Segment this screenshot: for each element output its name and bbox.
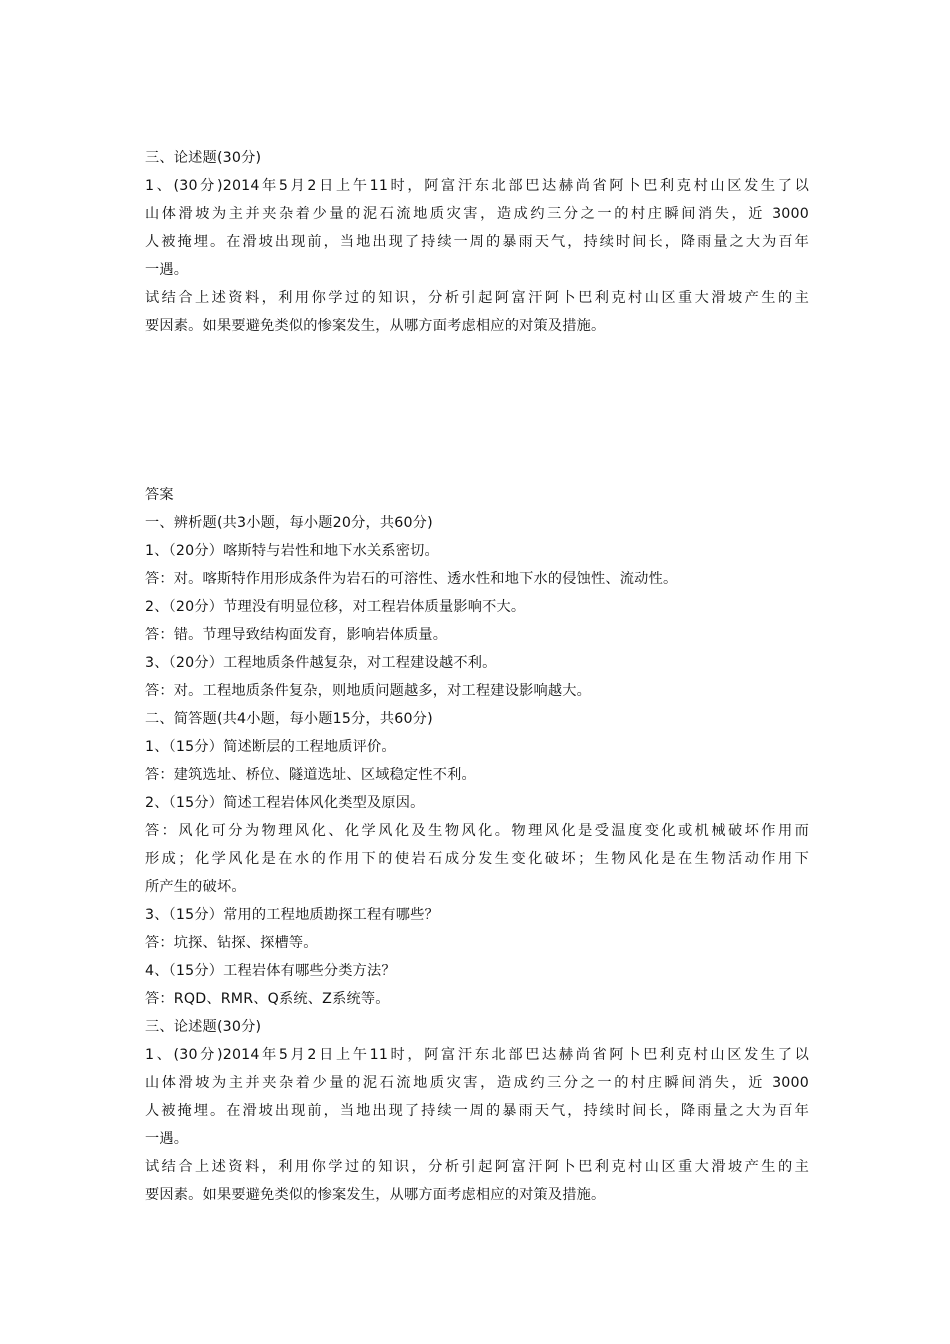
section-heading: 一、辨析题(共3小题，每小题20分，共60分) [145, 515, 433, 531]
section-heading: 三、论述题(30分) [145, 1019, 262, 1035]
answer-item: 答：错。节理导致结构面发育，影响岩体质量。 [145, 627, 448, 643]
question-line: 1、(30分)2014年5月2日上午11时，阿富汗东北部巴达赫尚省阿卜巴利克村山区发生了以 [145, 1047, 809, 1063]
question-item: 1、（15分）简述断层的工程地质评价。 [145, 739, 396, 755]
essay-question-section-top [145, 144, 809, 340]
task-line: 试结合上述资料，利用你学过的知识，分析引起阿富汗阿卜巴利克村山区重大滑坡产生的主 [145, 1159, 809, 1175]
answer-item: 形成；化学风化是在水的作用下的使岩石成分发生变化破坏；生物风化是在生物活动作用下 [145, 851, 809, 867]
task-line: 要因素。如果要避免类似的惨案发生，从哪方面考虑相应的对策及措施。 [145, 1187, 606, 1203]
answer-item: 答：建筑选址、桥位、隧道选址、区域稳定性不利。 [145, 767, 476, 783]
answer-item: 答：对。喀斯特作用形成条件为岩石的可溶性、透水性和地下水的侵蚀性、流动性。 [145, 571, 678, 587]
answer-item: 答：坑探、钻探、探槽等。 [145, 935, 318, 951]
question-item: 3、（15分）常用的工程地质勘探工程有哪些？ [145, 907, 439, 923]
answers-title: 答案 [145, 487, 174, 503]
task-line: 要因素。如果要避免类似的惨案发生，从哪方面考虑相应的对策及措施。 [145, 318, 606, 334]
answer-item: 答：对。工程地质条件复杂，则地质问题越多，对工程建设影响越大。 [145, 683, 592, 699]
question-line: 山体滑坡为主并夹杂着少量的泥石流地质灾害，造成约三分之一的村庄瞬间消失，近 3000 [145, 1075, 809, 1091]
question-item: 2、（15分）简述工程岩体风化类型及原因。 [145, 795, 425, 811]
answer-item: 答：风化可分为物理风化、化学风化及生物风化。物理风化是受温度变化或机械破坏作用而 [145, 823, 809, 839]
question-item: 4、（15分）工程岩体有哪些分类方法？ [145, 963, 396, 979]
answers-section [145, 481, 809, 1209]
question-line: 一遇。 [145, 1131, 189, 1147]
answer-item: 所产生的破坏。 [145, 879, 246, 895]
section-heading: 二、简答题(共4小题，每小题15分，共60分) [145, 711, 433, 727]
question-item: 2、（20分）节理没有明显位移，对工程岩体质量影响不大。 [145, 599, 526, 615]
question-line: 1、(30分)2014年5月2日上午11时，阿富汗东北部巴达赫尚省阿卜巴利克村山区发生了以 [145, 178, 809, 194]
question-line: 人被掩埋。在滑坡出现前，当地出现了持续一周的暴雨天气，持续时间长，降雨量之大为百年 [145, 1103, 809, 1119]
question-item: 1、（20分）喀斯特与岩性和地下水关系密切。 [145, 543, 439, 559]
question-line: 一遇。 [145, 262, 189, 278]
answer-item: 答：RQD、RMR、Q系统、Z系统等。 [145, 991, 390, 1007]
question-line: 人被掩埋。在滑坡出现前，当地出现了持续一周的暴雨天气，持续时间长，降雨量之大为百年 [145, 234, 809, 250]
section-heading: 三、论述题(30分) [145, 150, 262, 166]
question-line: 山体滑坡为主并夹杂着少量的泥石流地质灾害，造成约三分之一的村庄瞬间消失，近 3000 [145, 206, 809, 222]
task-line: 试结合上述资料，利用你学过的知识，分析引起阿富汗阿卜巴利克村山区重大滑坡产生的主 [145, 290, 809, 306]
question-item: 3、（20分）工程地质条件越复杂，对工程建设越不利。 [145, 655, 497, 671]
